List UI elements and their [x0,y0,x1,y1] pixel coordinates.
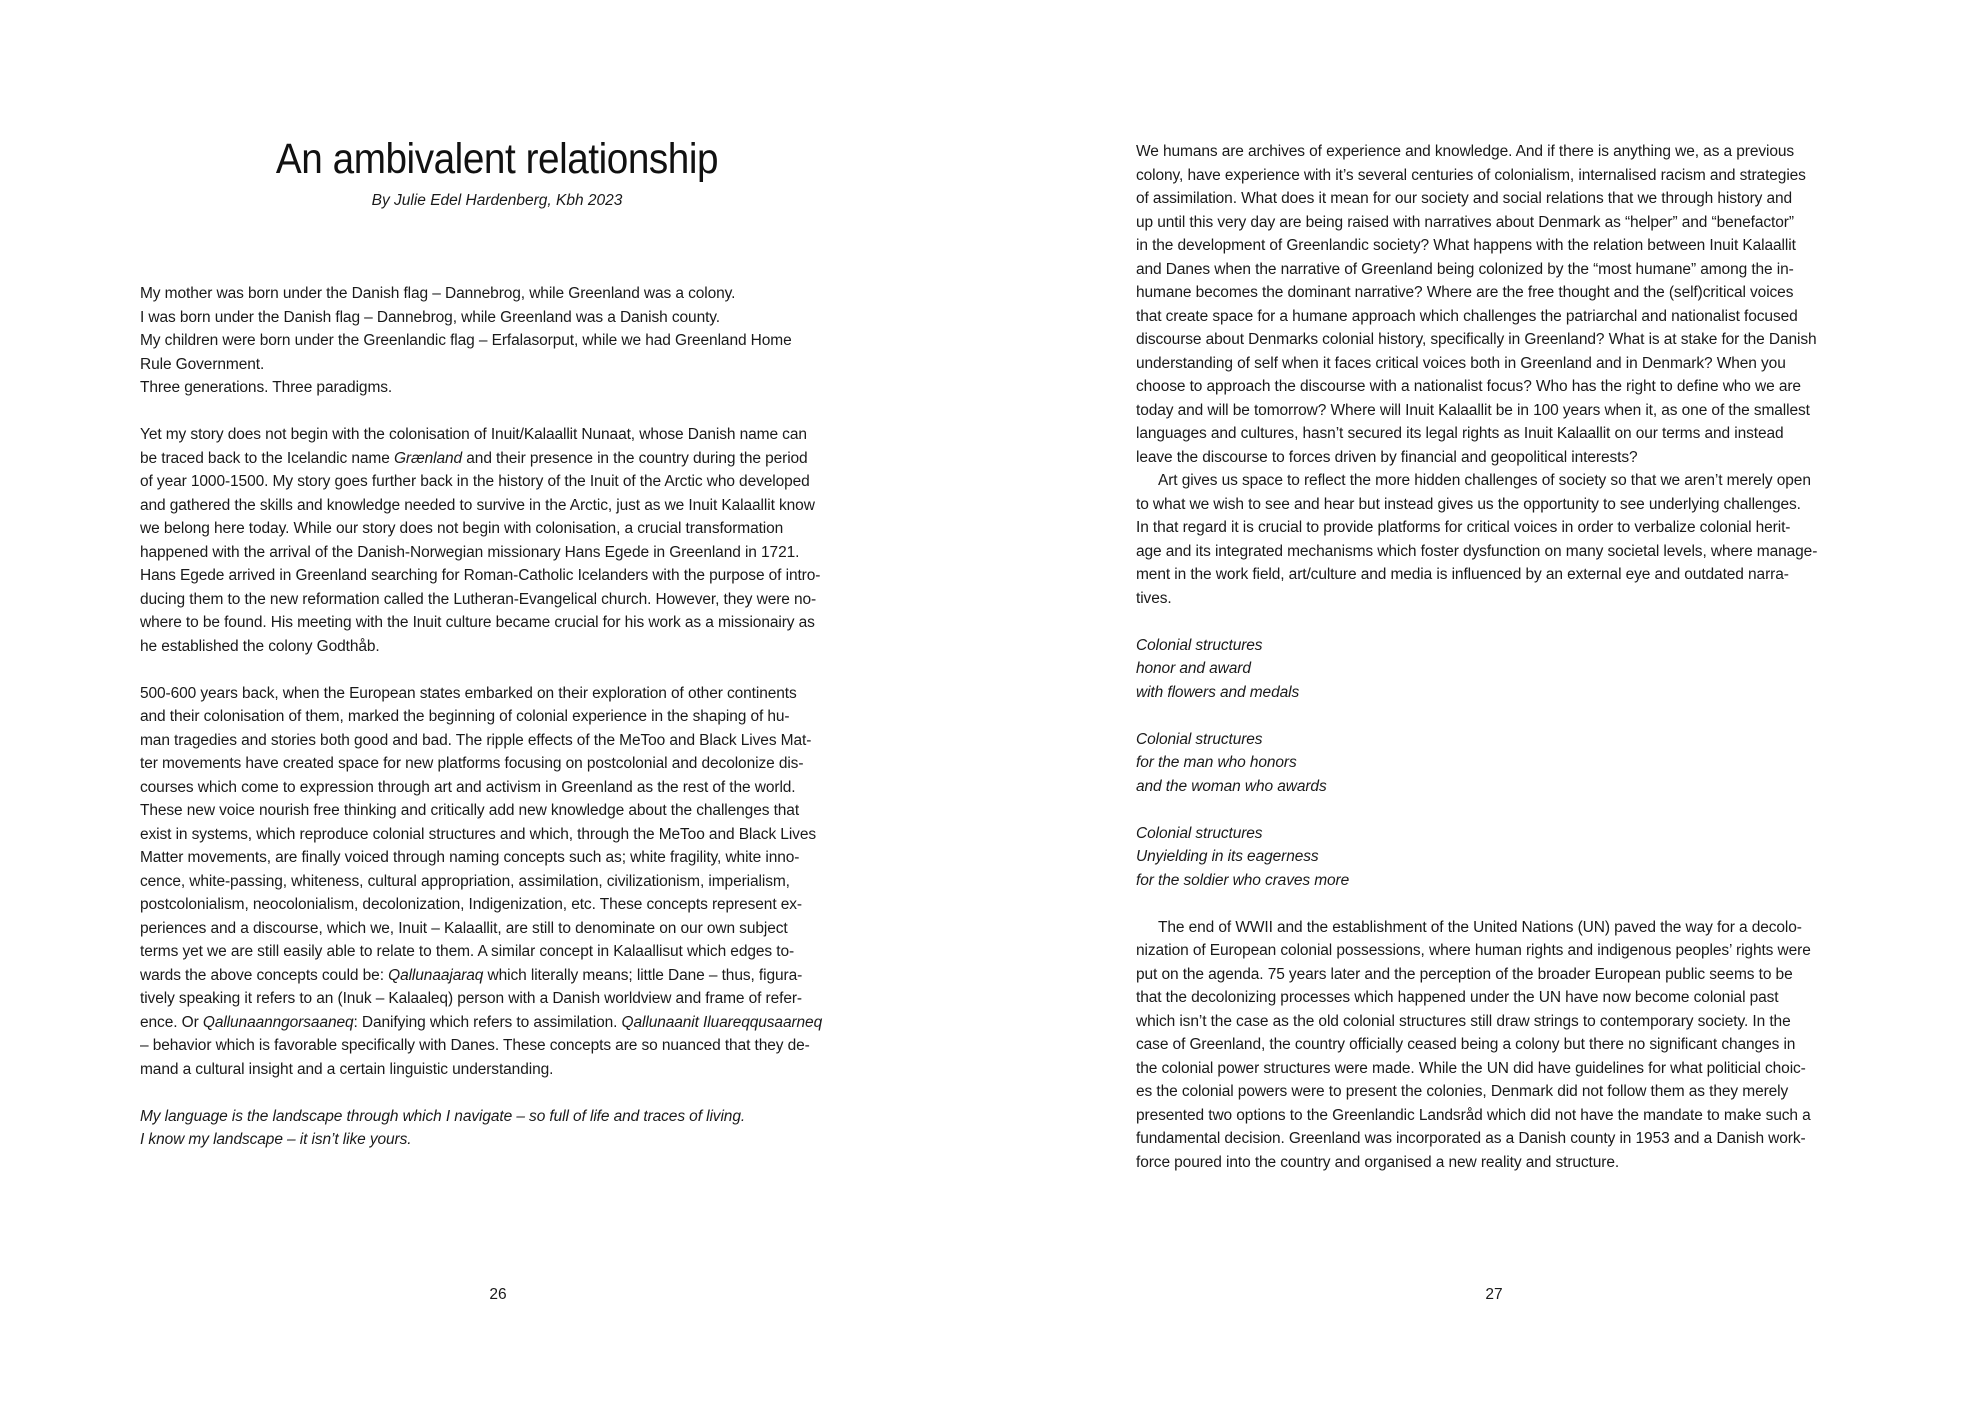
text-line: force poured into the country and organised a new reality and structure. [1136,1153,1620,1171]
text-line: and Danes when the narrative of Greenland being colonized by the “most humane” among the in- [1136,260,1794,278]
poem-line: for the man who honors [1136,754,1297,771]
text-line: discourse about Denmarks colonial history, specifically in Greenland? What is at stake for the Danish [1136,331,1817,348]
text-line: ter movements have created space for new platforms focusing on postcolonial and decolonize dis- [140,755,804,772]
text-line: colony, have experience with it’s several centuries of colonialism, internalised racism and strategies [1136,166,1806,184]
text-line: to what we wish to see and hear but instead gives us the opportunity to see underlying challenges. [1136,495,1801,513]
text-line: These new voice nourish free thinking and critically add new knowledge about the challenges that [140,802,800,819]
text-line: wards the above concepts could be: Qallunaajaraq which literally means; little Dane – thus, figura- [140,966,803,984]
text-line: My language is the landscape through which I navigate – so full of life and traces of living. [140,1107,746,1125]
poem-line: for the soldier who craves more [1136,871,1350,889]
text-line: of assimilation. What does it mean for our society and social relations that we through history and [1136,190,1793,207]
text-line: in the development of Greenlandic society? What happens with the relation between Inuit Kalaallit [1136,237,1796,254]
text-line: up until this very day are being raised with narratives about Denmark as “helper” and “benefactor” [1136,213,1794,231]
text-line: understanding of self when it faces critical voices both in Greenland and in Denmark? When you [1136,354,1786,372]
text-line: periences and a discourse, which we, Inuit – Kalaallit, are still to denominate on our own subject [140,919,788,937]
text-line: age and its integrated mechanisms which foster dysfunction on many societal levels, where manage- [1136,542,1818,560]
text-line: 500-600 years back, when the European states embarked on their exploration of other continents [140,684,797,702]
colonial-experience-paragraph [140,682,860,1082]
text-line: My children were born under the Greenlandic flag – Erfalasorput, while we had Greenland Home [140,332,792,349]
article-title: An ambivalent relationship [275,135,719,183]
text-line: exist in systems, which reproduce colonial structures and which, through the MeToo and Black Lives [140,825,816,843]
text-line: Three generations. Three paradigms. [140,379,393,396]
text-line: tives. [1136,589,1172,607]
text-line: Art gives us space to reflect the more hidden challenges of society so that we aren’t merely open [1158,472,1811,489]
text-line: Hans Egede arrived in Greenland searching for Roman-Catholic Icelanders with the purpose of intro- [140,567,821,584]
history-paragraph [140,423,860,658]
text-line: I know my landscape – it isn’t like yours. [140,1131,412,1148]
text-line: of year 1000-1500. My story goes further back in the history of the Inuit of the Arctic who developed [140,473,810,490]
poem-line: Colonial structures [1136,730,1263,748]
text-line: My mother was born under the Danish flag – Dannebrog, while Greenland was a colony. [140,285,736,302]
text-line: he established the colony Godthåb. [140,637,380,655]
text-line: presented two options to the Greenlandic Landsråd which did not have the mandate to make such a [1136,1106,1811,1124]
text-line: and gathered the skills and knowledge needed to survive in the Arctic, just as we Inuit Kalaallit know [140,496,815,514]
text-line: We humans are archives of experience and knowledge. And if there is anything we, as a previous [1136,143,1795,160]
text-line: cence, white-passing, whiteness, cultural appropriation, assimilation, civilizationism, imperialism, [140,872,790,890]
text-line: languages and cultures, hasn’t secured its legal rights as Inuit Kalaallit on our terms and instead [1136,425,1784,442]
text-line: we belong here today. While our story does not begin with colonisation, a crucial transformation [140,520,784,537]
text-line: ence. Or Qallunaanngorsaaneq: Danifying which refers to assimilation. Qallunaanit Iluareqqusaarneq [140,1013,823,1031]
poem-line: Colonial structures [1136,824,1263,842]
right-column-text [1136,140,1856,1174]
text-line: put on the agenda. 75 years later and the perception of the broader European public seems to be [1136,965,1793,983]
text-line: the colonial power structures were made. While the UN did have guidelines for what politicial choic- [1136,1059,1806,1077]
poem-line: Colonial structures [1136,636,1263,654]
text-line: case of Greenland, the country officially ceased being a colony but there no significant changes in [1136,1036,1796,1053]
poem-line: and the woman who awards [1136,777,1327,795]
text-line: where to be found. His meeting with the Inuit culture became crucial for his work as a missionairy as [140,614,815,631]
intro-paragraph [140,282,860,400]
text-line: courses which come to expression through art and activism in Greenland as the rest of the world. [140,778,796,796]
text-line: I was born under the Danish flag – Dannebrog, while Greenland was a Danish county. [140,308,720,326]
text-line: that create space for a humane approach which challenges the patriarchal and nationalist focused [1136,307,1798,325]
byline: By Julie Edel Hardenberg, Kbh 2023 [371,192,623,209]
text-line: man tragedies and stories both good and bad. The ripple effects of the MeToo and Black Lives Mat- [140,731,812,749]
text-line: tively speaking it refers to an (Inuk – Kalaaleq) person with a Danish worldview and frame of refer- [140,990,802,1007]
text-line: and their colonisation of them, marked the beginning of colonial experience in the shaping of hu- [140,708,790,725]
text-line: humane becomes the dominant narrative? Where are the free thought and the (self)critical voices [1136,284,1794,301]
text-line: The end of WWII and the establishment of the United Nations (UN) paved the way for a decolo- [1158,918,1802,936]
text-line: Matter movements, are finally voiced through naming concepts such as; white fragility, white inno- [140,849,800,866]
closing-quote [140,1105,860,1152]
text-line: happened with the arrival of the Danish-Norwegian missionary Hans Egede in Greenland in 1721. [140,543,800,561]
poem-stanza [1136,728,1856,799]
page-number: 27 [1485,1286,1503,1303]
text-line: mand a cultural insight and a certain linguistic understanding. [140,1060,554,1078]
right-page [994,0,1988,1408]
text-line: leave the discourse to forces driven by financial and geopolitical interests? [1136,448,1638,466]
text-line: terms yet we are still easily able to relate to them. A similar concept in Kalaallisut which edges to- [140,943,795,960]
poem-line: with flowers and medals [1136,683,1300,701]
text-line: today and will be tomorrow? Where will Inuit Kalaallit be in 100 years when it, as one of the smallest [1136,401,1810,419]
text-line: postcolonialism, neocolonialism, decolonization, Indigenization, etc. These concepts represent ex- [140,896,802,913]
poem-line: Unyielding in its eagerness [1136,848,1319,865]
text-line: that the decolonizing processes which happened under the UN have now become colonial past [1136,989,1779,1006]
text-line: nization of European colonial possessions, where human rights and indigenous peoples’ rights were [1136,942,1811,959]
text-line: ducing them to the new reformation called the Lutheran-Evangelical church. However, they were no- [140,590,817,608]
text-line: In that regard it is crucial to provide platforms for critical voices in order to verbalize colonial herit- [1136,519,1791,536]
text-line: be traced back to the Icelandic name Grænland and their presence in the country during the period [140,449,808,467]
archives-paragraph [1136,140,1856,469]
text-line: which isn’t the case as the old colonial structures still draw strings to contemporary society. In the [1136,1012,1791,1030]
text-line: es the colonial powers were to present the colonies, Denmark did not follow them as they merely [1136,1083,1789,1100]
text-line: choose to approach the discourse with a nationalist focus? Who has the right to define who we are [1136,378,1801,395]
poem-stanza [1136,634,1856,705]
text-line: fundamental decision. Greenland was incorporated as a Danish county in 1953 and a Danish work- [1136,1130,1806,1147]
text-line: Rule Government. [140,355,265,373]
art-paragraph [1136,469,1856,610]
text-line: ment in the work field, art/culture and media is influenced by an external eye and outdated narra- [1136,566,1789,583]
poem-line: honor and award [1136,660,1251,677]
text-line: Yet my story does not begin with the colonisation of Inuit/Kalaallit Nunaat, whose Danish name can [140,426,807,443]
text-line: – behavior which is favorable specifically with Danes. These concepts are so nuanced that they de- [140,1037,810,1054]
poem-stanza [1136,822,1856,893]
left-column-text [140,282,860,1152]
decolonization-paragraph [1136,916,1856,1175]
page-number: 26 [489,1286,507,1303]
